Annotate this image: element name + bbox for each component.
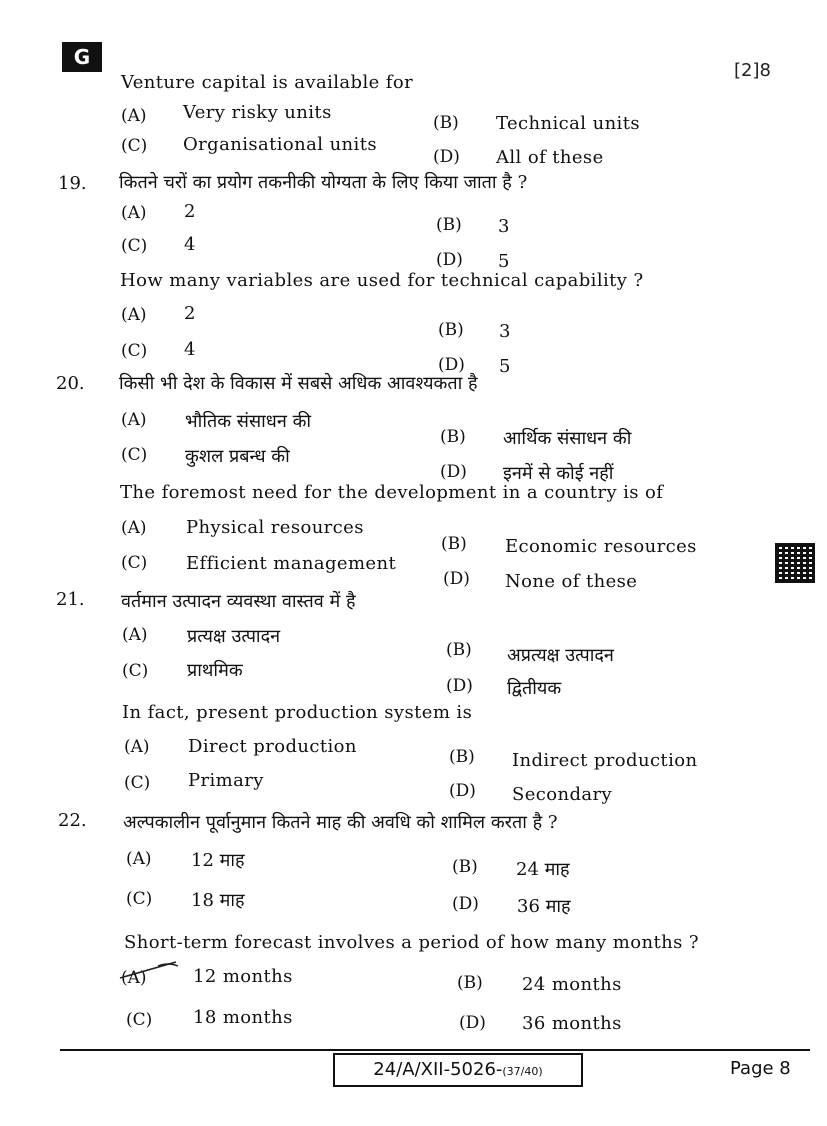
q22-number: 22. — [58, 810, 87, 831]
paper-code-text: 24/A/XII-5026- — [373, 1059, 503, 1080]
q22-hi-option-b: 24 माह — [516, 859, 570, 880]
q18-option-d-label: (D) — [433, 147, 460, 167]
q21-en-option-b-label: (B) — [449, 747, 475, 767]
q19-hi-option-a-label: (A) — [121, 203, 147, 223]
q21-hi-option-c: प्राथमिक — [187, 660, 243, 681]
q21-hi-option-a: प्रत्यक्ष उत्पादन — [187, 626, 281, 647]
q22-en-option-d-label: (D) — [459, 1013, 486, 1033]
handwritten-note: [2]8 — [734, 60, 771, 81]
footer-rule — [60, 1049, 810, 1051]
q22-hi-option-c: 18 माह — [191, 890, 245, 911]
q18-option-b-label: (B) — [433, 113, 459, 133]
q20-hindi-question: किसी भी देश के विकास में सबसे अधिक आवश्यकता है — [119, 373, 478, 394]
q20-english-question: The foremost need for the development in a country is of — [120, 482, 664, 503]
q20-en-option-a: Physical resources — [186, 517, 364, 538]
q19-hi-option-c: 4 — [184, 234, 196, 255]
q21-hi-option-d-label: (D) — [446, 676, 473, 696]
q22-en-option-b-label: (B) — [457, 973, 483, 993]
q22-hi-option-c-label: (C) — [126, 889, 153, 909]
q19-hi-option-b-label: (B) — [436, 215, 462, 235]
q22-hindi-question: अल्पकालीन पूर्वानुमान कितने माह की अवधि को शामिल करता है ? — [123, 812, 558, 833]
q21-en-option-c: Primary — [188, 770, 264, 791]
q19-en-option-c: 4 — [184, 339, 196, 360]
q18-option-b: Technical units — [496, 113, 640, 134]
q20-en-option-c: Efficient management — [186, 553, 397, 574]
q19-en-option-b-label: (B) — [438, 320, 464, 340]
q21-en-option-c-label: (C) — [124, 773, 151, 793]
q20-en-option-b-label: (B) — [441, 534, 467, 554]
q20-en-option-b: Economic resources — [505, 536, 697, 557]
q21-en-option-d-label: (D) — [449, 781, 476, 801]
q21-hi-option-b: अप्रत्यक्ष उत्पादन — [507, 645, 614, 666]
q21-hi-option-b-label: (B) — [446, 640, 472, 660]
q22-hi-option-b-label: (B) — [452, 857, 478, 877]
q20-en-option-d: None of these — [505, 571, 638, 592]
q19-en-option-a: 2 — [184, 303, 196, 324]
q21-en-option-a: Direct production — [188, 736, 357, 757]
q20-number: 20. — [56, 373, 85, 394]
q20-en-option-c-label: (C) — [121, 553, 148, 573]
q19-en-option-d-label: (D) — [438, 355, 465, 375]
q19-hi-option-c-label: (C) — [121, 236, 148, 256]
q19-en-option-a-label: (A) — [121, 305, 147, 325]
q21-en-option-a-label: (A) — [124, 737, 150, 757]
q20-hi-option-d: इनमें से कोई नहीं — [503, 463, 614, 484]
q18-option-c-label: (C) — [121, 136, 148, 156]
q20-hi-option-c-label: (C) — [121, 445, 148, 465]
q22-hi-option-a: 12 माह — [191, 850, 245, 871]
q19-en-option-b: 3 — [499, 321, 511, 342]
q22-english-question: Short-term forecast involves a period of how many months ? — [124, 932, 699, 953]
q21-en-option-d: Secondary — [512, 784, 613, 805]
q18-option-d: All of these — [496, 147, 604, 168]
q20-hi-option-c: कुशल प्रबन्ध की — [185, 446, 290, 467]
q19-hi-option-d: 5 — [498, 251, 510, 272]
q20-hi-option-a: भौतिक संसाधन की — [185, 411, 312, 432]
q19-number: 19. — [58, 173, 87, 194]
q18-english-question: Venture capital is available for — [121, 72, 414, 93]
q22-en-option-d: 36 months — [522, 1013, 622, 1034]
q20-en-option-a-label: (A) — [121, 518, 147, 538]
q19-hindi-question: कितने चरों का प्रयोग तकनीकी योग्यता के लिए किया जाता है ? — [119, 172, 528, 193]
q19-hi-option-d-label: (D) — [436, 250, 463, 270]
paper-code — [333, 1053, 583, 1087]
q21-number: 21. — [56, 589, 85, 610]
q22-en-option-c-label: (C) — [126, 1010, 153, 1030]
q21-hi-option-c-label: (C) — [122, 661, 149, 681]
q22-en-option-b: 24 months — [522, 974, 622, 995]
q20-hi-option-a-label: (A) — [121, 410, 147, 430]
q22-hi-option-a-label: (A) — [126, 849, 152, 869]
q20-hi-option-b-label: (B) — [440, 427, 466, 447]
q21-english-question: In fact, present production system is — [122, 702, 473, 723]
q21-hi-option-a-label: (A) — [122, 625, 148, 645]
q18-option-a: Very risky units — [183, 102, 332, 123]
page-number: Page 8 — [730, 1058, 791, 1079]
q19-hi-option-a: 2 — [184, 201, 196, 222]
q20-hi-option-b: आर्थिक संसाधन की — [503, 428, 632, 449]
q22-hi-option-d: 36 माह — [517, 896, 571, 917]
q22-en-option-a: 12 months — [193, 966, 293, 987]
q19-en-option-c-label: (C) — [121, 341, 148, 361]
q18-option-c: Organisational units — [183, 134, 377, 155]
q19-hi-option-b: 3 — [498, 216, 510, 237]
section-badge: G — [62, 42, 102, 72]
q21-hindi-question: वर्तमान उत्पादन व्यवस्था वास्तव में है — [121, 591, 356, 612]
q22-hi-option-d-label: (D) — [452, 894, 479, 914]
q20-hi-option-d-label: (D) — [440, 462, 467, 482]
paper-code-page-count: (37/40) — [502, 1065, 543, 1078]
qr-code — [776, 544, 814, 582]
q21-en-option-b: Indirect production — [512, 750, 698, 771]
q19-english-question: How many variables are used for technical capability ? — [120, 270, 644, 291]
answer-tick-mark — [118, 960, 180, 982]
q22-en-option-c: 18 months — [193, 1007, 293, 1028]
q22-en-option-a-label: (A) — [121, 968, 147, 988]
q19-en-option-d: 5 — [499, 356, 511, 377]
q20-en-option-d-label: (D) — [443, 569, 470, 589]
q21-hi-option-d: द्वितीयक — [507, 678, 562, 699]
q18-option-a-label: (A) — [121, 106, 147, 126]
